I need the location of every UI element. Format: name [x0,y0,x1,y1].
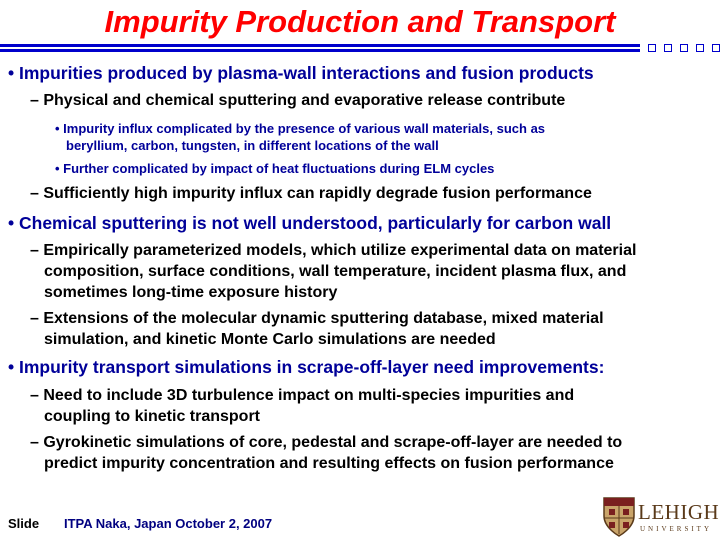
bullet-1-sub-1-item-1-cont: beryllium, carbon, tungsten, in different locations of the wall [66,138,439,153]
bullet-3: • Impurity transport simulations in scrape-off-layer need improvements: [8,357,605,377]
bullet-3-sub-2: – Gyrokinetic simulations of core, pedestal and scrape-off-layer are needed to [30,434,623,451]
bullet-3-sub-2-cont: predict impurity concentration and resulting effects on fusion performance [44,455,614,472]
footer-text: ITPA Naka, Japan October 2, 2007 [64,516,273,531]
bullet-2-sub-1-cont-1: composition, surface conditions, wall temperature, incident plasma flux, and [44,263,627,280]
lehigh-logo [600,494,720,540]
bullet-2: • Chemical sputtering is not well understood, particularly for carbon wall [8,213,612,233]
rule-square [648,44,656,52]
bullet-1-sub-2: – Sufficiently high impurity influx can rapidly degrade fusion performance [30,185,592,202]
footer-slide-label: Slide [8,516,40,531]
rule-square [664,44,672,52]
rule-bar-top [0,44,640,47]
rule-square [696,44,704,52]
slide-title: Impurity Production and Transport [104,4,616,39]
bullet-1: • Impurities produced by plasma-wall interactions and fusion products [8,63,594,83]
bullet-3-sub-1-cont: coupling to kinetic transport [44,408,261,425]
bullet-1-sub-1-item-1: • Impurity influx complicated by the presence of various wall materials, such as [55,121,546,136]
rule-square [712,44,720,52]
bullet-2-sub-1-cont-2: sometimes long-time exposure history [44,284,338,301]
bullet-2-sub-2-cont: simulation, and kinetic Monte Carlo simulations are needed [44,331,496,348]
bullet-1-sub-1: – Physical and chemical sputtering and evaporative release contribute [30,92,566,109]
rule-bar-bottom [0,49,640,52]
shield-icon [602,496,636,538]
rule-square [680,44,688,52]
logo-subtitle: UNIVERSITY [640,525,712,533]
bullet-2-sub-2: – Extensions of the molecular dynamic sputtering database, mixed material [30,310,604,327]
bullet-1-sub-1-item-2: • Further complicated by impact of heat fluctuations during ELM cycles [55,161,495,176]
bullet-2-sub-1: – Empirically parameterized models, which utilize experimental data on material [30,242,637,259]
title-rule [0,44,720,52]
bullet-3-sub-1: – Need to include 3D turbulence impact on multi-species impurities and [30,387,575,404]
logo-name: LEHIGH [638,500,720,524]
